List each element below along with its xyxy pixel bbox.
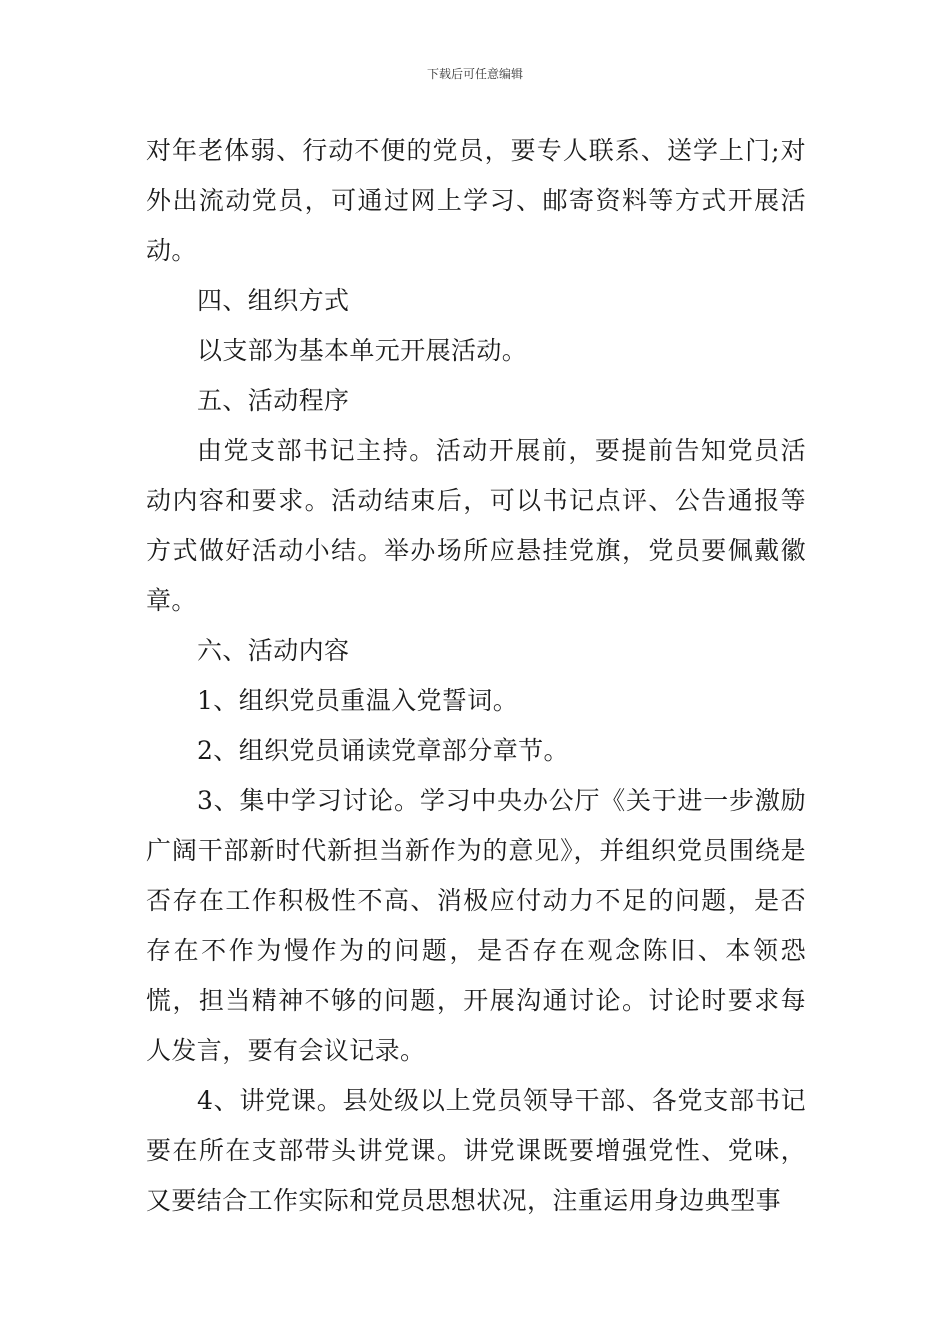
paragraph-organization: 以支部为基本单元开展活动。	[197, 336, 528, 365]
list-item-charter: 2、组织党员诵读党章部分章节。	[197, 736, 569, 765]
list-item-discussion: 3、集中学习讨论。学习中央办公厅《关于进一步激励广阔干部新时代新担当新作为的意见》，并组织党员围绕是否存在工作积极性不高、消极应付动力不足的问题，是否存在不作为慢作为的问题，是否存在观念陈旧、本领恐慌，担当精神不够的问题，开展沟通讨论。讨论时要求每人发言，要有会议记录。	[146, 786, 806, 1065]
page-header: 下载后可任意编辑	[426, 67, 523, 81]
document-body	[146, 126, 806, 1226]
section-heading-content: 六、活动内容	[197, 636, 350, 665]
list-item-party-lecture: 4、讲党课。县处级以上党员领导干部、各党支部书记要在所在支部带头讲党课。讲党课既要增强党性、党味，又要结合工作实际和党员思想状况，注重运用身边典型事	[146, 1086, 806, 1215]
section-heading-organization: 四、组织方式	[197, 286, 350, 315]
section-heading-procedure: 五、活动程序	[197, 386, 350, 415]
list-item-oath: 1、组织党员重温入党誓词。	[197, 686, 519, 715]
paragraph-procedure: 由党支部书记主持。活动开展前，要提前告知党员活动内容和要求。活动结束后，可以书记点评、公告通报等方式做好活动小结。举办场所应悬挂党旗，党员要佩戴徽章。	[146, 436, 806, 615]
paragraph-continuation: 对年老体弱、行动不便的党员，要专人联系、送学上门;对外出流动党员，可通过网上学习、邮寄资料等方式开展活动。	[146, 136, 806, 265]
